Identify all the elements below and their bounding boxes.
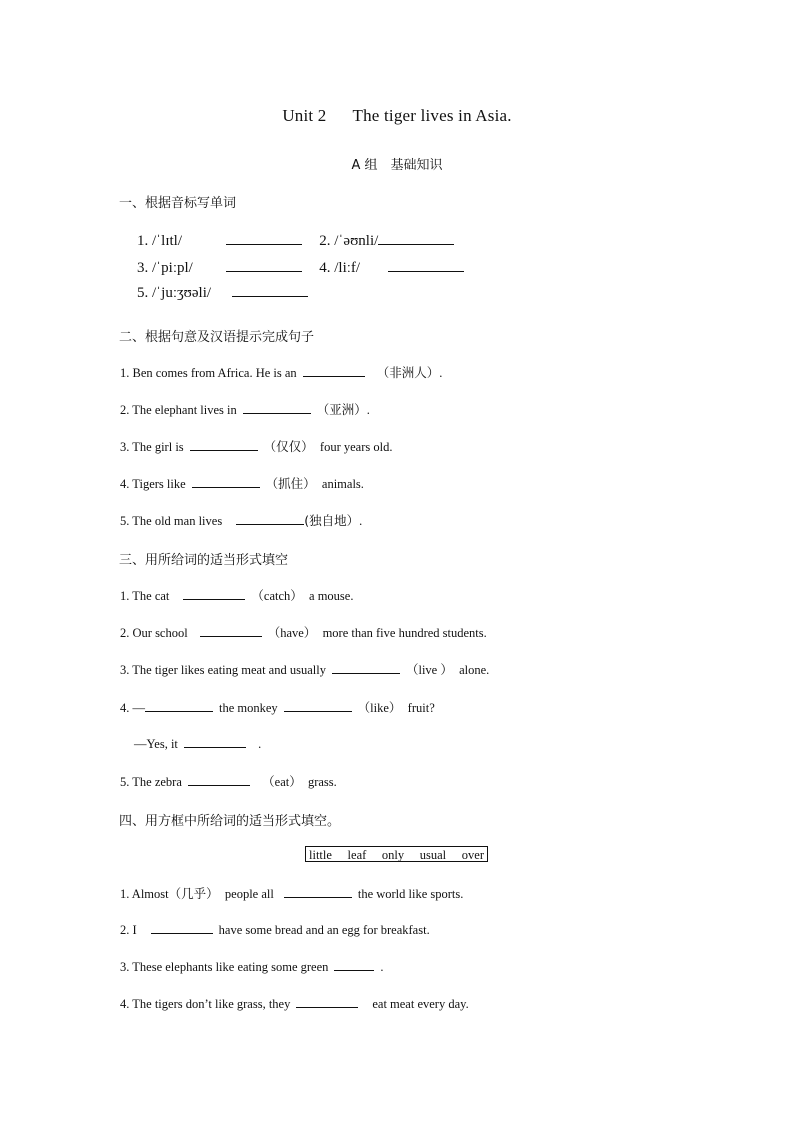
answer-blank[interactable]: [243, 401, 311, 414]
answer-blank[interactable]: [284, 885, 352, 898]
box-fill-item: 4. The tigers don’t like grass, they eat meat every day.: [120, 997, 469, 1011]
section-1-heading: 一、根据音标写单词: [119, 196, 237, 211]
word-box-item: little: [309, 848, 332, 862]
sentence-item: 2. The elephant lives in （亚洲）.: [120, 402, 370, 417]
phonetic-symbol: /ˈjuːʒʊəli/: [152, 285, 212, 301]
phonetic-num: 2.: [319, 233, 331, 249]
phonetic-num: 5.: [137, 285, 149, 301]
answer-blank[interactable]: [190, 438, 258, 451]
answer-blank[interactable]: [226, 257, 302, 272]
word-box-item: usual: [419, 848, 447, 862]
sentence-item: 3. The girl is （仅仅） four years old.: [120, 439, 393, 454]
box-fill-item: 2. I have some bread and an egg for breakfast.: [120, 923, 430, 937]
answer-blank[interactable]: [232, 282, 308, 297]
fill-item: 1. The cat （catch） a mouse.: [120, 589, 354, 603]
answer-blank[interactable]: [151, 921, 213, 934]
answer-blank[interactable]: [192, 475, 260, 488]
answer-blank[interactable]: [303, 364, 365, 377]
answer-blank[interactable]: [188, 773, 250, 786]
unit-title: The tiger lives in Asia.: [352, 106, 512, 125]
sentence-item: 4. Tigers like （抓住） animals.: [120, 476, 364, 491]
phonetic-symbol: /liːf/: [334, 260, 361, 276]
answer-blank[interactable]: [200, 624, 262, 637]
word-box-item: over: [461, 848, 484, 862]
sentence-item: 1. Ben comes from Africa. He is an （非洲人）.: [120, 365, 443, 380]
phonetic-row-3: [137, 282, 308, 302]
answer-blank[interactable]: [284, 699, 352, 712]
answer-blank[interactable]: [145, 699, 213, 712]
box-fill-item: 3. These elephants like eating some green .: [120, 960, 384, 974]
section-2-heading: 二、根据句意及汉语提示完成句子: [119, 330, 315, 345]
section-3-heading: 三、用所给词的适当形式填空: [119, 553, 289, 568]
answer-blank[interactable]: [183, 587, 245, 600]
word-box-item: leaf: [347, 848, 367, 862]
phonetic-row-1: [137, 230, 454, 250]
answer-blank[interactable]: [334, 958, 374, 971]
answer-blank[interactable]: [184, 735, 246, 748]
answer-blank[interactable]: [378, 230, 454, 245]
phonetic-symbol: /ˈlɪtl/: [152, 233, 182, 249]
fill-item: 5. The zebra （eat） grass.: [120, 775, 337, 789]
phonetic-num: 1.: [137, 233, 149, 249]
word-box-item: only: [381, 848, 405, 862]
word-box: [305, 846, 488, 862]
phonetic-symbol: /ˈpiːpl/: [152, 260, 193, 276]
answer-blank[interactable]: [236, 512, 304, 525]
fill-item: 4. — the monkey （like） fruit?: [120, 701, 435, 715]
fill-item: 3. The tiger likes eating meat and usually （live ） alone.: [120, 663, 490, 677]
section-4-heading: 四、用方框中所给词的适当形式填空。: [119, 814, 341, 829]
answer-blank[interactable]: [332, 661, 400, 674]
phonetic-row-2: [137, 257, 464, 277]
sentence-item: 5. The old man lives (独自地）.: [120, 513, 363, 528]
unit-label: Unit 2: [282, 106, 327, 125]
phonetic-num: 3.: [137, 260, 149, 276]
fill-item-answer: —Yes, it .: [134, 737, 262, 751]
phonetic-symbol: /ˈəʊnli/: [334, 233, 379, 249]
fill-item: 2. Our school （have） more than five hundred students.: [120, 626, 487, 640]
group-subtitle: A 组 基础知识: [351, 158, 443, 173]
answer-blank[interactable]: [296, 995, 358, 1008]
phonetic-num: 4.: [319, 260, 331, 276]
answer-blank[interactable]: [226, 230, 302, 245]
answer-blank[interactable]: [388, 257, 464, 272]
box-fill-item: 1. Almost（几乎） people all the world like sports.: [120, 886, 464, 901]
page-title: [0, 106, 794, 126]
